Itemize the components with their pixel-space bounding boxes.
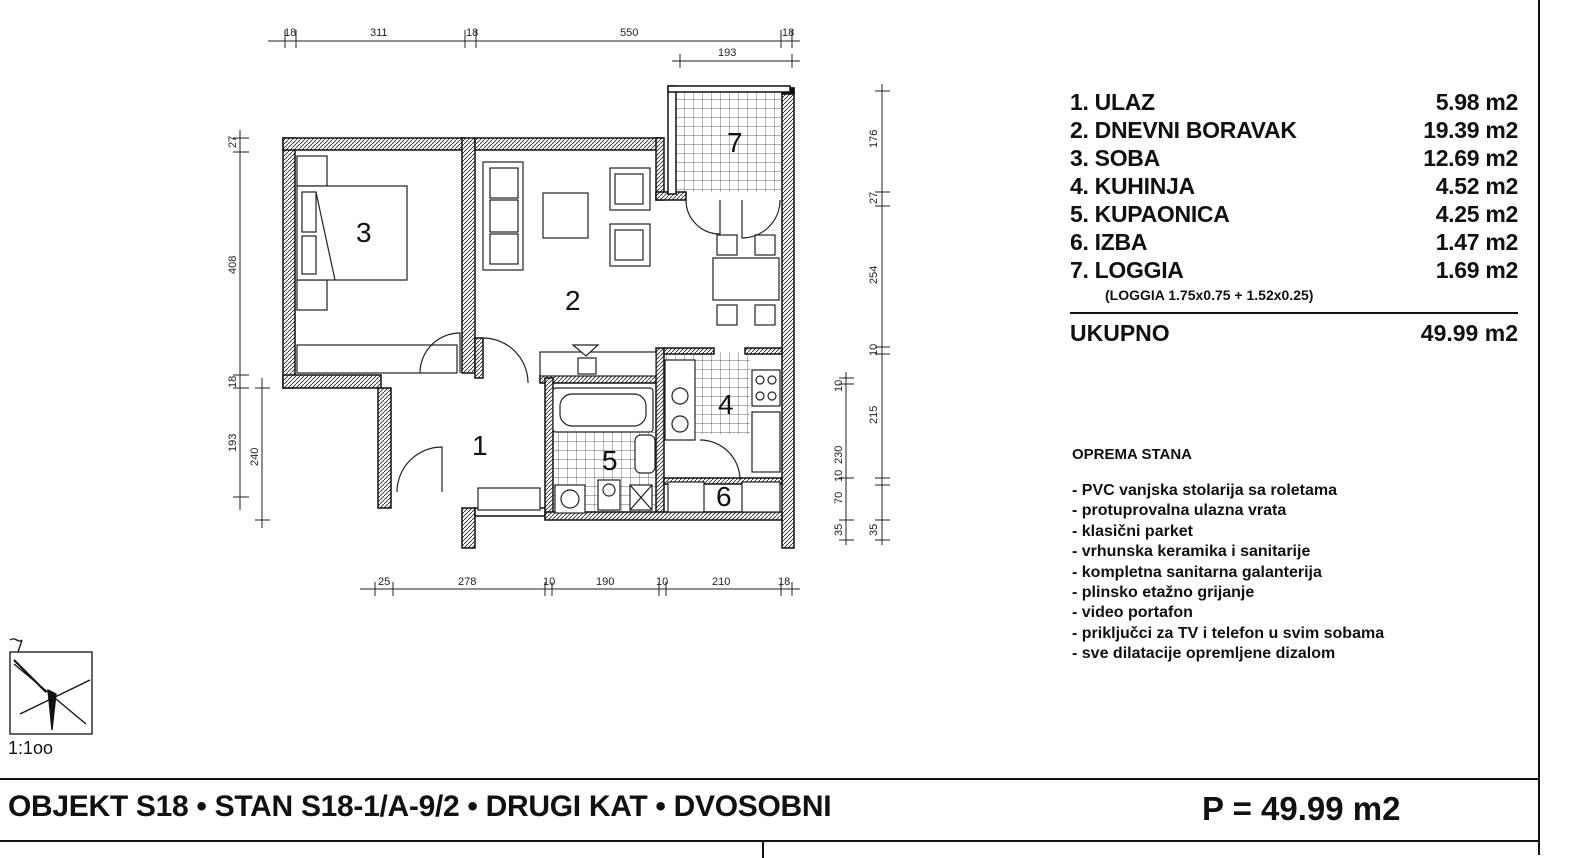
equipment-item: - priključci za TV i telefon u svim sobama — [1072, 624, 1385, 642]
total-area-title: P = 49.99 m2 — [1202, 790, 1401, 827]
equipment-item: - protuprovalna ulazna vrata — [1072, 502, 1287, 520]
dim-top-2: 311 — [370, 27, 388, 39]
equipment-title: OPREMA STANA — [1072, 446, 1192, 463]
area-row — [1070, 172, 1518, 200]
equipment-item: - kompletna sanitarna galanterija — [1072, 563, 1322, 581]
dimension-lines-left — [233, 130, 270, 528]
dim-left-5: 240 — [249, 447, 261, 466]
dim-top-5: 18 — [782, 27, 795, 39]
area-row — [1070, 144, 1518, 172]
dimension-lines-bottom — [360, 582, 800, 596]
dim-top-3: 18 — [466, 27, 479, 39]
area-row-label: 7. LOGGIA — [1070, 257, 1184, 283]
equipment-item: - video portafon — [1072, 604, 1193, 622]
total-value: 49.99 m2 — [1420, 320, 1518, 346]
bedroom-furniture — [297, 156, 457, 373]
area-row-label: 5. KUPAONICA — [1070, 201, 1230, 227]
dim-bottom-4: 190 — [596, 576, 615, 588]
area-table — [1070, 88, 1518, 347]
area-row-value: 5.98 m2 — [1435, 89, 1518, 115]
entry-cabinet — [478, 488, 540, 510]
dim-bottom-2: 278 — [458, 576, 477, 588]
dim-right-4: 10 — [868, 343, 880, 356]
area-row-label: 3. SOBA — [1070, 145, 1160, 171]
room-number-5: 5 — [602, 445, 618, 476]
equipment-item: - PVC vanjska stolarija sa roletama — [1072, 482, 1338, 499]
area-row — [1070, 256, 1518, 284]
total-row — [1070, 320, 1518, 347]
dim-bottom-5: 10 — [656, 576, 669, 588]
dim-right-8: 70 — [833, 491, 845, 504]
area-row — [1070, 88, 1518, 116]
equipment-item: - klasični parket — [1072, 522, 1193, 540]
dim-right-5: 215 — [868, 405, 880, 424]
area-row-value: 19.39 m2 — [1423, 117, 1518, 143]
loggia-note: (LOGGIA 1.75x0.75 + 1.52x0.25) — [1105, 287, 1314, 303]
living-furniture — [483, 162, 779, 376]
dim-right-10: 35 — [868, 523, 880, 536]
total-divider — [1070, 312, 1518, 314]
dim-right-6: 230 — [833, 445, 845, 464]
dim-left-4: 193 — [227, 433, 239, 452]
area-row-value: 12.69 m2 — [1423, 145, 1518, 171]
dim-right-3: 254 — [868, 265, 880, 284]
dim-right-9: 35 — [833, 523, 845, 536]
equipment-item: - vrhunska keramika i sanitarije — [1072, 543, 1311, 561]
dim-right-2: 27 — [868, 191, 880, 204]
area-row-label: 6. IZBA — [1070, 229, 1148, 255]
total-label: UKUPNO — [1070, 320, 1170, 346]
area-row — [1070, 200, 1518, 228]
area-row — [1070, 116, 1518, 144]
dim-mid-1: 10 — [833, 379, 845, 392]
dim-loggia-width: 193 — [718, 47, 737, 59]
dim-right-1: 176 — [868, 129, 880, 148]
dim-top-4: 550 — [620, 27, 639, 39]
dim-left-3: 18 — [227, 375, 239, 388]
title-block — [0, 778, 1538, 842]
area-row-label: 1. ULAZ — [1070, 89, 1155, 115]
dim-right-7: 10 — [833, 469, 845, 482]
equipment-item: - plinsko etažno grijanje — [1072, 584, 1255, 602]
scale-label: 1:1oo — [8, 738, 54, 758]
area-row-value: 4.25 m2 — [1435, 201, 1518, 227]
area-row-value: 4.52 m2 — [1435, 173, 1518, 199]
dim-top-1: 18 — [284, 27, 297, 39]
room-number-4: 4 — [718, 389, 734, 420]
frame-right-border — [1538, 0, 1540, 855]
room-number-2: 2 — [565, 285, 581, 316]
room-number-7: 7 — [727, 127, 743, 158]
area-row-label: 2. DNEVNI BORAVAK — [1070, 117, 1297, 143]
dim-left-1: 27 — [227, 135, 239, 148]
compass-icon — [10, 639, 92, 734]
dim-bottom-1: 25 — [378, 576, 391, 588]
dim-bottom-6: 210 — [712, 576, 731, 588]
footer-separator — [762, 840, 764, 858]
room-number-1: 1 — [472, 430, 488, 461]
equipment-item: - sve dilatacije opremljene dizalom — [1072, 645, 1336, 663]
room-number-3: 3 — [356, 217, 372, 248]
area-row-value: 1.69 m2 — [1435, 257, 1518, 283]
room-number-6: 6 — [716, 481, 732, 512]
building-title: OBJEKT S18 • STAN S18-1/A-9/2 • DRUGI KAT • DVOSOBNI — [8, 790, 832, 823]
area-row — [1070, 228, 1518, 256]
area-row-value: 1.47 m2 — [1435, 229, 1518, 255]
equipment-list — [1072, 446, 1384, 665]
dim-bottom-3: 10 — [543, 576, 556, 588]
dimension-lines-right — [839, 84, 890, 545]
dim-left-2: 408 — [227, 255, 239, 274]
area-row-label: 4. KUHINJA — [1070, 173, 1195, 199]
dim-bottom-7: 18 — [778, 576, 791, 588]
